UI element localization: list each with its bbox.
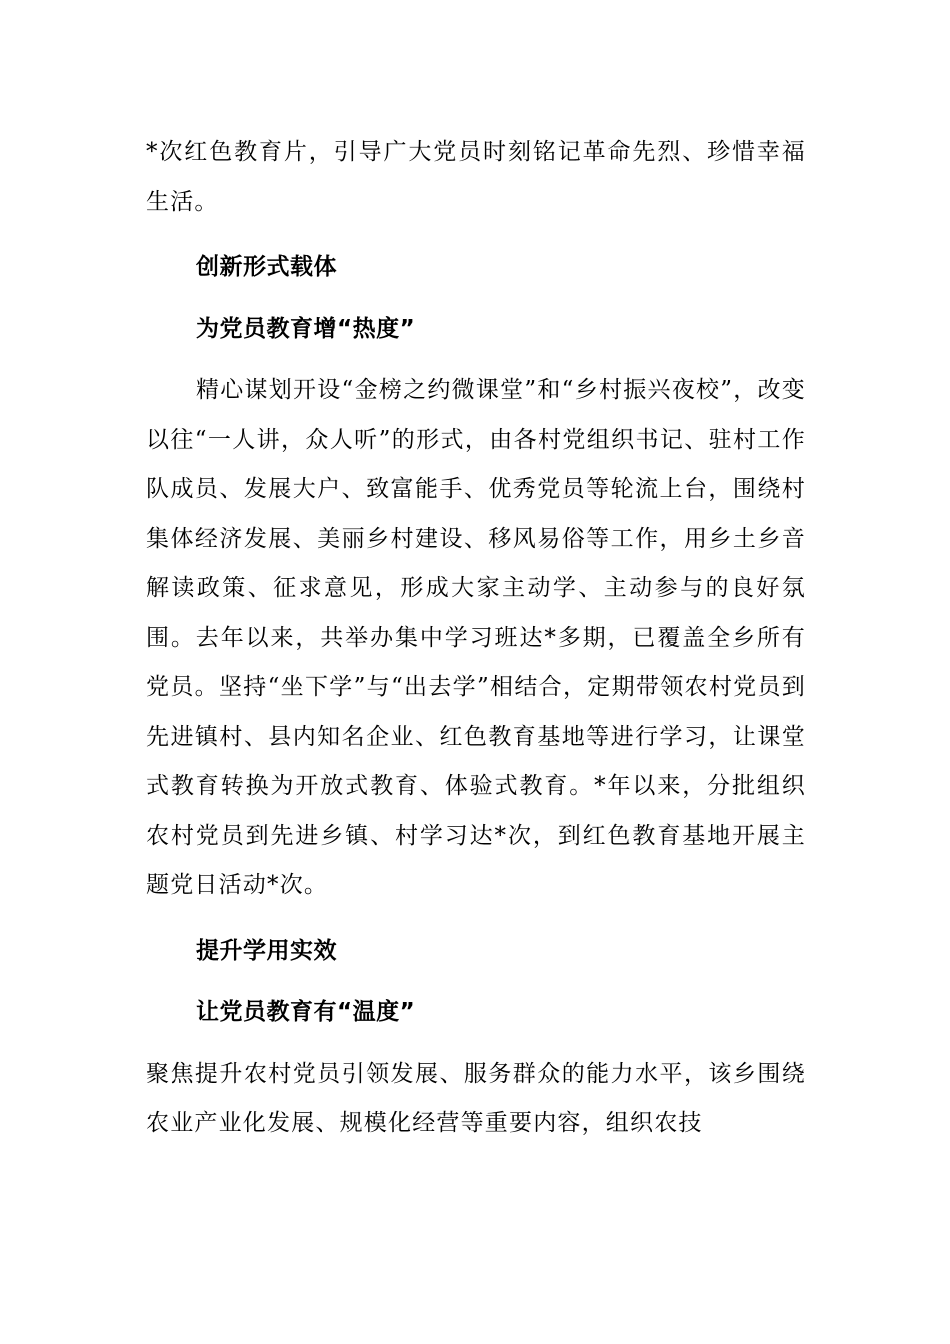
document-page <box>146 128 806 1149</box>
section2-paragraph: 聚焦提升农村党员引领发展、服务群众的能力水平，该乡围绕农业产业化发展、规模化经营等重要内容，组织农技 <box>146 1060 806 1136</box>
section1-title-line1: 创新形式载体 <box>196 254 337 280</box>
section1-paragraph: 精心谋划开设“金榜之约微课堂”和“乡村振兴夜校”，改变以往“一人讲，众人听”的形式，由各村党组织书记、驻村工作队成员、发展大户、致富能手、优秀党员等轮流上台，围绕村集体经济发展、美丽乡村建设、移风易俗等工作，用乡土乡音解读政策、征求意见，形成大家主动学、主动参与的良好氛围。去年以来，共举办集中学习班达*多期，已覆盖全乡所有党员。坚持“坐下学”与“出去学”相结合，定期带领农村党员到先进镇村、县内知名企业、红色教育基地等进行学习，让课堂式教育转换为开放式教育、体验式教育。*年以来，分批组织农村党员到先进乡镇、村学习达*次，到红色教育基地开展主题党日活动*次。 <box>146 377 806 898</box>
intro-paragraph: *次红色教育片，引导广大党员时刻铭记革命先烈、珍惜幸福生活。 <box>146 139 806 215</box>
section1-title-line2: 为党员教育增“热度” <box>196 315 416 342</box>
section2-title-line1: 提升学用实效 <box>196 937 337 964</box>
section2-title-line2: 让党员教育有“温度” <box>196 999 416 1025</box>
